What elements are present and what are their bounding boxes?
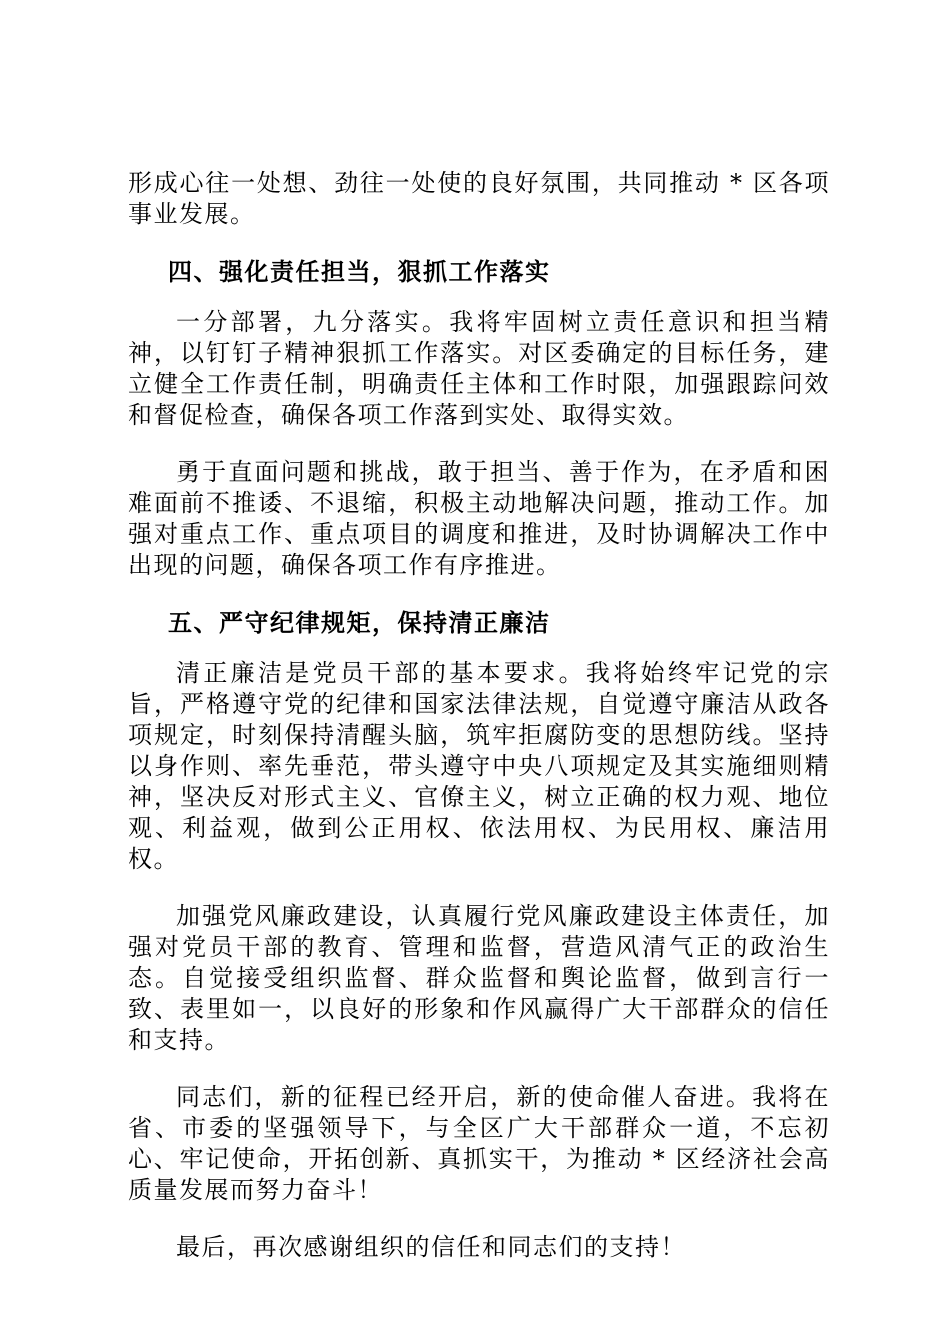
section-heading-5: 五、严守纪律规矩，保持清正廉洁 [168,608,551,637]
section-heading-4: 四、强化责任担当，狠抓工作落实 [168,257,551,286]
document-page [128,168,830,1263]
paragraph-thanks: 最后，再次感谢组织的信任和同志们的支持！ [176,1233,686,1261]
paragraph: 加强党风廉政建设，认真履行党风廉政建设主体责任，加强对党员干部的教育、管理和监督，营造风清气正的政治生态。自觉接受组织监督、群众监督和舆论监督，做到言行一致、表里如一，以良好的形象和作风赢得广大干部群众的信任和支持。 [128,902,830,1054]
paragraph-closing: 同志们，新的征程已经开启，新的使命催人奋进。我将在省、市委的坚强领导下，与全区广大干部群众一道，不忘初心、牢记使命，开拓创新、真抓实干，为推动 * 区经济社会高质量发展而努力奋斗！ [128,1083,830,1204]
paragraph: 清正廉洁是党员干部的基本要求。我将始终牢记党的宗旨，严格遵守党的纪律和国家法律法规，自觉遵守廉洁从政各项规定，时刻保持清醒头脑，筑牢拒腐防变的思想防线。坚持以身作则、率先垂范，带头遵守中央八项规定及其实施细则精神，坚决反对形式主义、官僚主义，树立正确的权力观、地位观、利益观，做到公正用权、依法用权、为民用权、廉洁用权。 [128,659,830,873]
paragraph: 一分部署，九分落实。我将牢固树立责任意识和担当精神，以钉钉子精神狠抓工作落实。对区委确定的目标任务，建立健全工作责任制，明确责任主体和工作时限，加强跟踪问效和督促检查，确保各项工作落到实处、取得实效。 [128,308,830,429]
paragraph-continued: 形成心往一处想、劲往一处使的良好氛围，共同推动 * 区各项事业发展。 [128,169,830,228]
paragraph: 勇于直面问题和挑战，敢于担当、善于作为，在矛盾和困难面前不推诿、不退缩，积极主动地解决问题，推动工作。加强对重点工作、重点项目的调度和推进，及时协调解决工作中出现的问题，确保各项工作有序推进。 [128,458,830,579]
